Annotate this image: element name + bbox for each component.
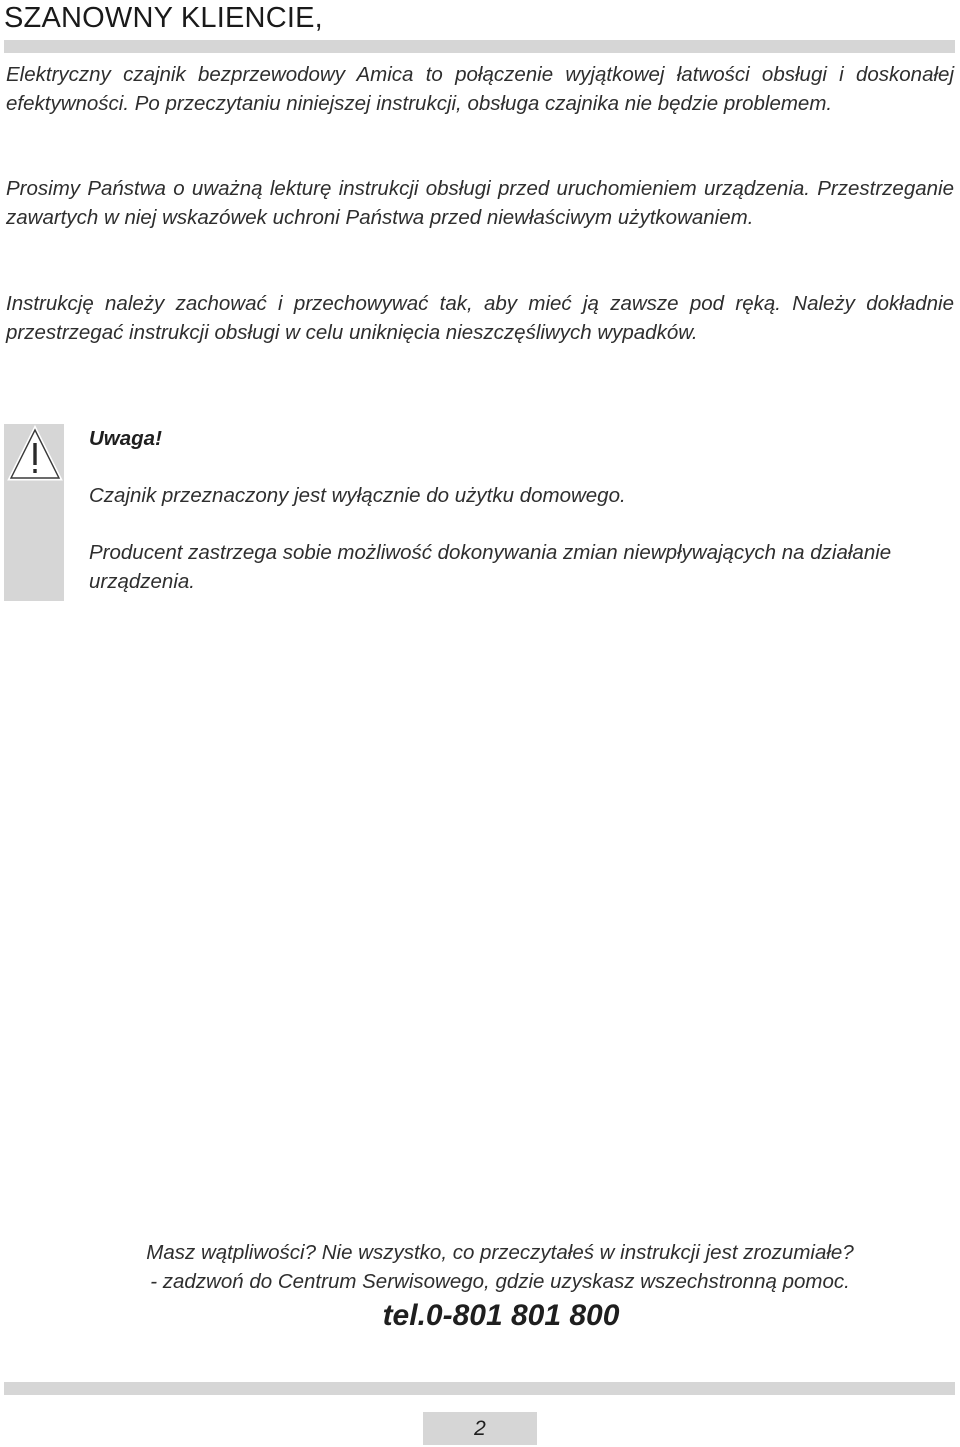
warning-line-1: Czajnik przeznaczony jest wyłącznie do użytku domowego. bbox=[89, 484, 626, 507]
warning-triangle-icon bbox=[6, 424, 64, 482]
service-question: Masz wątpliwości? Nie wszystko, co przeczytałeś w instrukcji jest zrozumiałe? bbox=[146, 1241, 854, 1264]
warning-heading: Uwaga! bbox=[89, 427, 162, 450]
intro-paragraph-2: Prosimy Państwa o uważną lekturę instrukcji obsługi przed uruchomieniem urządzenia. Przestrzeganie zawartych w niej wskazówek uchroni Państwa przed niewłaściwym użytkowaniem. bbox=[6, 177, 954, 229]
page-title: SZANOWNY KLIENCIE, bbox=[4, 2, 323, 34]
top-divider bbox=[4, 40, 955, 53]
warning-sidebar bbox=[4, 424, 64, 601]
service-call-to-action: - zadzwoń do Centrum Serwisowego, gdzie uzyskasz wszechstronną pomoc. bbox=[150, 1270, 850, 1293]
intro-paragraph-3: Instrukcję należy zachować i przechowywać tak, aby mieć ją zawsze pod ręką. Należy dokładnie przestrzegać instrukcji obsługi w celu uniknięcia nieszczęśliwych wypadków. bbox=[6, 292, 954, 344]
intro-paragraph-1: Elektryczny czajnik bezprzewodowy Amica to połączenie wyjątkowej łatwości obsługi i doskonałej efektywności. Po przeczytaniu niniejszej instrukcji, obsługa czajnika nie będzie problemem. bbox=[6, 63, 954, 115]
service-phone-number: tel.0-801 801 800 bbox=[382, 1299, 620, 1332]
bottom-divider bbox=[4, 1382, 955, 1395]
warning-line-2: Producent zastrzega sobie możliwość dokonywania zmian niewpływających na działanie urządzenia. bbox=[89, 541, 892, 593]
page-number: 2 bbox=[423, 1412, 537, 1445]
